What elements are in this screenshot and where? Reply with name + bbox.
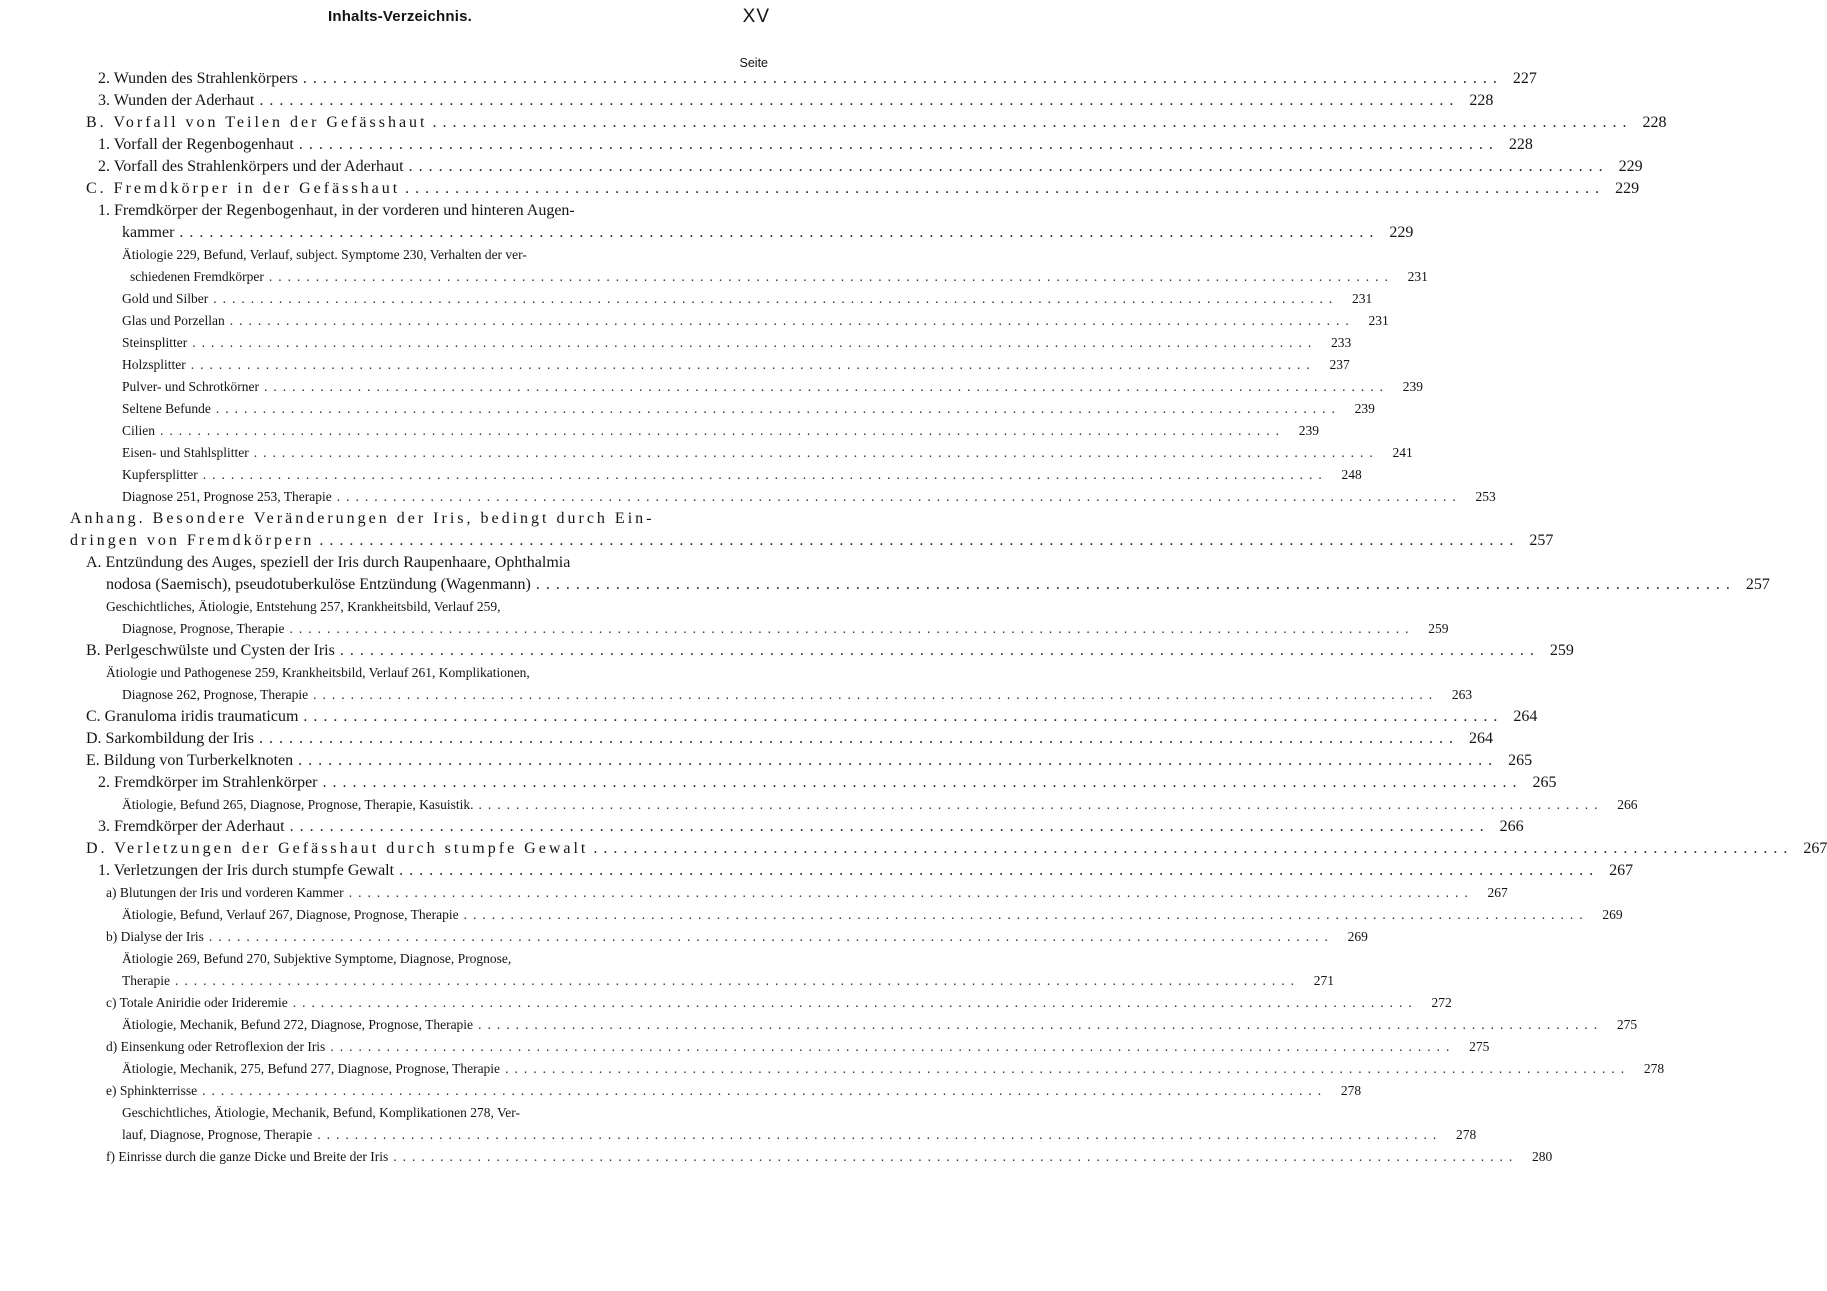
dot-leader: ........................................................................................................................ <box>174 973 1300 988</box>
toc-entry-page: 264 <box>1468 730 1493 747</box>
dot-leader: ........................................................................................................................ <box>213 291 1339 306</box>
toc-entry-text: A. Entzündung des Auges, speziell der Iris durch Raupenhaare, Ophthalmia <box>86 554 571 571</box>
toc-entry <box>0 398 1375 420</box>
toc-entry <box>0 706 1538 728</box>
toc-entry <box>0 552 800 574</box>
dot-leader: ........................................................................................................................ <box>289 818 1490 835</box>
dot-leader: ........................................................................................................................ <box>302 70 1503 87</box>
toc-entry <box>0 442 1413 464</box>
toc-entry-page: 233 <box>1331 335 1352 350</box>
toc-entry-text: Anhang. Besondere Veränderungen der Iris, bedingt durch Ein- <box>70 510 655 527</box>
toc-entry <box>0 1036 1490 1058</box>
toc-entry <box>0 992 1452 1014</box>
toc-entry-text: Diagnose 262, Prognose, Therapie <box>122 687 309 702</box>
toc-entry <box>0 376 1423 398</box>
toc-entry <box>0 1014 1638 1036</box>
toc-entry <box>0 618 1449 640</box>
toc-entry <box>0 156 1643 178</box>
toc-entry-text: d) Einsenkung oder Retroflexion der Iris <box>106 1039 326 1054</box>
dot-leader: ........................................................................................................................ <box>202 1083 1328 1098</box>
toc-entry-page: 248 <box>1341 467 1362 482</box>
toc-entry-page: 264 <box>1513 708 1538 725</box>
dot-leader: ........................................................................................................................ <box>215 401 1341 416</box>
dot-leader: ........................................................................................................................ <box>339 642 1540 659</box>
toc-entry-text: 1. Verletzungen der Iris durch stumpfe Gewalt <box>98 862 395 879</box>
toc-entry-page: 228 <box>1508 136 1533 153</box>
dot-leader: ........................................................................................................................ <box>298 136 1499 153</box>
toc-entry-text: C. Granuloma iridis traumaticum <box>86 708 299 725</box>
toc-entry <box>0 838 1827 860</box>
dot-leader: ........................................................................................................................ <box>258 730 1459 747</box>
toc-entry <box>0 772 1557 794</box>
toc-entry-text: B. Perlgeschwülste und Cysten der Iris <box>86 642 335 659</box>
running-header-title: Inhalts-Verzeichnis. <box>327 8 473 25</box>
dot-leader: ........................................................................................................................ <box>313 687 1439 702</box>
dot-leader: ........................................................................................................................ <box>208 929 1334 944</box>
toc-entry-page: 257 <box>1745 576 1770 593</box>
toc-entry-text: schiedenen Fremdkörper <box>130 269 264 284</box>
toc-entry-page: 259 <box>1428 621 1449 636</box>
toc-entry-text: Steinsplitter <box>122 335 188 350</box>
toc-entry-text: Ätiologie 229, Befund, Verlauf, subject. Symptome 230, Verhalten der ver- <box>122 247 527 262</box>
toc-entry-text: Seltene Befunde <box>122 401 211 416</box>
toc-entry <box>0 1124 1477 1146</box>
toc-entry <box>0 860 1634 882</box>
toc-entry-page: 257 <box>1529 532 1554 549</box>
toc-entry-page: 272 <box>1431 995 1452 1010</box>
toc-entry <box>0 90 1494 112</box>
dot-leader: ........................................................................................................................ <box>179 224 1380 241</box>
dot-leader: ........................................................................................................................ <box>399 862 1600 879</box>
toc-entry-text: 2. Wunden des Strahlenkörpers <box>98 70 298 87</box>
table-of-contents <box>0 68 1827 1168</box>
toc-entry-page: 263 <box>1451 687 1473 702</box>
toc-entry-page: 228 <box>1642 114 1667 131</box>
toc-entry-text: Diagnose, Prognose, Therapie <box>122 621 285 636</box>
dot-leader: ........................................................................................................................ <box>289 621 1415 636</box>
toc-entry-page: 259 <box>1549 642 1574 659</box>
toc-entry-text: 3. Wunden der Aderhaut <box>98 92 255 109</box>
dot-leader: ........................................................................................................................ <box>405 180 1606 197</box>
toc-entry-text: f) Einrisse durch die ganze Dicke und Breite der Iris <box>106 1149 389 1164</box>
dot-leader: ........................................................................................................................ <box>253 445 1379 460</box>
toc-entry <box>0 354 1350 376</box>
toc-entry-page: 271 <box>1313 973 1334 988</box>
toc-entry <box>0 266 1428 288</box>
toc-entry-text: E. Bildung von Turberkelknoten <box>86 752 294 769</box>
dot-leader: ........................................................................................................................ <box>336 489 1462 504</box>
toc-entry-text: Cilien <box>122 423 155 438</box>
toc-entry-text: Therapie <box>122 973 170 988</box>
toc-entry-page: 266 <box>1617 797 1638 812</box>
toc-entry-text: Ätiologie, Mechanik, 275, Befund 277, Diagnose, Prognose, Therapie <box>122 1061 501 1076</box>
toc-entry <box>0 1058 1665 1080</box>
toc-entry-text: 1. Vorfall der Regenbogenhaut <box>98 136 294 153</box>
toc-entry <box>0 574 1770 596</box>
toc-entry-text: kammer <box>122 224 175 241</box>
toc-entry-page: 267 <box>1803 840 1827 857</box>
dot-leader: ........................................................................................................................ <box>478 1017 1604 1032</box>
toc-entry-page: 231 <box>1407 269 1428 284</box>
toc-entry-page: 275 <box>1469 1039 1490 1054</box>
toc-entry-text: Diagnose 251, Prognose 253, Therapie <box>122 489 332 504</box>
dot-leader: ........................................................................................................................ <box>593 840 1794 857</box>
toc-entry-text: 1. Fremdkörper der Regenbogenhaut, in der vorderen und hinteren Augen- <box>98 202 575 219</box>
toc-entry <box>0 200 800 222</box>
toc-entry <box>0 420 1319 442</box>
toc-entry <box>0 178 1640 200</box>
toc-entry <box>0 640 1574 662</box>
toc-entry-page: 269 <box>1347 929 1368 944</box>
toc-entry <box>0 750 1533 772</box>
page-number: XV <box>742 6 770 27</box>
toc-entry-page: 229 <box>1618 158 1643 175</box>
toc-entry-page: 266 <box>1499 818 1524 835</box>
toc-entry <box>0 310 1389 332</box>
toc-entry-page: 241 <box>1392 445 1413 460</box>
toc-entry-text: Geschichtliches, Ätiologie, Entstehung 257, Krankheitsbild, Verlauf 259, <box>106 599 501 614</box>
toc-entry-page: 231 <box>1368 313 1389 328</box>
toc-entry-page: 278 <box>1340 1083 1362 1098</box>
toc-entry <box>0 882 1508 904</box>
toc-entry-page: 265 <box>1508 752 1533 769</box>
dot-leader: ........................................................................................................................ <box>303 708 1504 725</box>
toc-entry-page: 229 <box>1389 224 1414 241</box>
toc-entry <box>0 596 800 618</box>
toc-entry-page: 227 <box>1512 70 1537 87</box>
toc-entry <box>0 332 1352 354</box>
dot-leader: ........................................................................................................................ <box>268 269 1394 284</box>
toc-entry-page: 229 <box>1615 180 1640 197</box>
toc-entry-text: 2. Vorfall des Strahlenkörpers und der Aderhaut <box>98 158 404 175</box>
toc-entry-text: D. Verletzungen der Gefässhaut durch stumpfe Gewalt <box>86 840 589 857</box>
toc-entry <box>0 530 1554 552</box>
toc-entry-text: Holzsplitter <box>122 357 186 372</box>
page-column-label: Seite <box>739 56 768 70</box>
toc-entry <box>0 662 800 684</box>
toc-entry-page: 228 <box>1469 92 1494 109</box>
toc-entry-text: e) Sphinkterrisse <box>106 1083 198 1098</box>
dot-leader: ........................................................................................................................ <box>292 995 1418 1010</box>
toc-entry-page: 265 <box>1532 774 1557 791</box>
toc-entry-text: Ätiologie und Pathogenese 259, Krankheitsbild, Verlauf 261, Komplikationen, <box>106 665 530 680</box>
toc-entry-page: 231 <box>1352 291 1373 306</box>
dot-leader: ........................................................................................................................ <box>190 357 1316 372</box>
toc-entry-text: Pulver- und Schrotkörner <box>122 379 259 394</box>
toc-entry-page: 239 <box>1402 379 1423 394</box>
dot-leader: ........................................................................................................................ <box>229 313 1355 328</box>
toc-entry <box>0 948 800 970</box>
toc-entry-text: a) Blutungen der Iris und vorderen Kammer <box>106 885 344 900</box>
toc-entry-page: 239 <box>1298 423 1319 438</box>
dot-leader: ........................................................................................................................ <box>478 797 1604 812</box>
toc-entry <box>0 134 1533 156</box>
toc-entry-text: Ätiologie, Mechanik, Befund 272, Diagnose, Prognose, Therapie <box>122 1017 474 1032</box>
dot-leader: ........................................................................................................................ <box>317 1127 1443 1142</box>
dot-leader: ........................................................................................................................ <box>505 1061 1631 1076</box>
dot-leader: ........................................................................................................................ <box>408 158 1609 175</box>
toc-entry-text: dringen von Fremdkörpern <box>70 532 315 549</box>
toc-entry <box>0 728 1493 750</box>
dot-leader: ........................................................................................................................ <box>259 92 1460 109</box>
toc-entry <box>0 508 800 530</box>
dot-leader: ........................................................................................................................ <box>298 752 1499 769</box>
toc-entry <box>0 926 1368 948</box>
toc-entry-text: Geschichtliches, Ätiologie, Mechanik, Befund, Komplikationen 278, Ver- <box>122 1105 521 1120</box>
dot-leader: ........................................................................................................................ <box>319 532 1520 549</box>
toc-entry-text: 2. Fremdkörper im Strahlenkörper <box>98 774 318 791</box>
toc-entry <box>0 794 1638 816</box>
toc-entry-page: 275 <box>1616 1017 1638 1032</box>
toc-entry-text: lauf, Diagnose, Prognose, Therapie <box>122 1127 313 1142</box>
toc-entry-text: B. Vorfall von Teilen der Gefässhaut <box>86 114 428 131</box>
toc-entry <box>0 288 1373 310</box>
toc-entry <box>0 486 1496 508</box>
toc-entry-text: Eisen- und Stahlsplitter <box>122 445 249 460</box>
dot-leader: ........................................................................................................................ <box>348 885 1474 900</box>
dot-leader: ........................................................................................................................ <box>160 423 1285 438</box>
toc-entry <box>0 464 1362 486</box>
toc-entry <box>0 112 1667 134</box>
toc-entry-page: 280 <box>1532 1149 1553 1164</box>
toc-entry-page: 267 <box>1609 862 1634 879</box>
toc-entry-text: Glas und Porzellan <box>122 313 225 328</box>
toc-entry <box>0 244 800 266</box>
toc-entry-text: 3. Fremdkörper der Aderhaut <box>98 818 285 835</box>
toc-entry-page: 269 <box>1602 907 1623 922</box>
toc-entry-page: 237 <box>1329 357 1350 372</box>
dot-leader: ........................................................................................................................ <box>263 379 1389 394</box>
toc-entry <box>0 904 1623 926</box>
toc-entry-page: 278 <box>1643 1061 1665 1076</box>
toc-entry <box>0 1080 1362 1102</box>
dot-leader: ........................................................................................................................ <box>192 335 1318 350</box>
toc-entry-text: Gold und Silber <box>122 291 209 306</box>
toc-entry-text: nodosa (Saemisch), pseudotuberkulöse Entzündung (Wagenmann) <box>106 576 531 593</box>
toc-entry-page: 253 <box>1475 489 1496 504</box>
dot-leader: ........................................................................................................................ <box>322 774 1523 791</box>
toc-entry-text: Kupfersplitter <box>122 467 198 482</box>
dot-leader: ........................................................................................................................ <box>432 114 1633 131</box>
toc-entry-page: 278 <box>1455 1127 1477 1142</box>
toc-entry-page: 239 <box>1354 401 1375 416</box>
dot-leader: ........................................................................................................................ <box>330 1039 1456 1054</box>
dot-leader: ........................................................................................................................ <box>393 1149 1519 1164</box>
toc-entry <box>0 684 1473 706</box>
toc-entry <box>0 1102 800 1124</box>
toc-entry-text: b) Dialyse der Iris <box>106 929 204 944</box>
toc-entry-text: Ätiologie, Befund, Verlauf 267, Diagnose, Prognose, Therapie <box>122 907 459 922</box>
toc-entry-text: c) Totale Aniridie oder Irideremie <box>106 995 288 1010</box>
toc-entry-text: D. Sarkombildung der Iris <box>86 730 254 747</box>
toc-entry-text: Ätiologie 269, Befund 270, Subjektive Symptome, Diagnose, Prognose, <box>122 951 512 966</box>
dot-leader: ........................................................................................................................ <box>202 467 1328 482</box>
toc-entry-text: C. Fremdkörper in der Gefässhaut <box>86 180 401 197</box>
toc-entry-text: Ätiologie, Befund 265, Diagnose, Prognose, Therapie, Kasuistik. <box>122 797 474 812</box>
toc-entry-page: 267 <box>1487 885 1508 900</box>
dot-leader: ........................................................................................................................ <box>535 576 1736 593</box>
toc-entry <box>0 68 1537 90</box>
toc-entry <box>0 816 1524 838</box>
toc-entry <box>0 222 1414 244</box>
toc-entry <box>0 1146 1553 1168</box>
toc-entry <box>0 970 1334 992</box>
dot-leader: ........................................................................................................................ <box>463 907 1589 922</box>
